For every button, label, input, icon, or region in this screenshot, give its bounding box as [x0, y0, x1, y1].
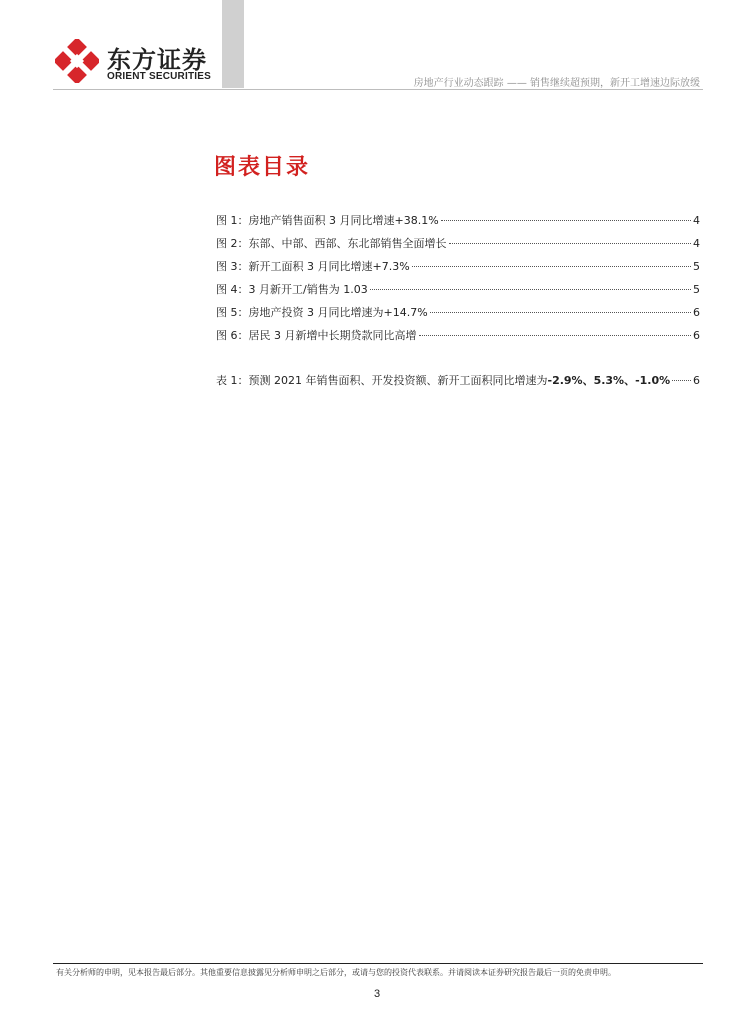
footer-disclaimer: 有关分析师的申明，见本报告最后部分。其他重要信息披露见分析师申明之后部分，或请与您的投资代表联系。并请阅读本证券研究报告最后一页的免责申明。	[56, 968, 616, 977]
toc-entry-page: 4	[693, 214, 700, 227]
page-number: 3	[373, 988, 381, 1000]
header-accent-bar	[222, 0, 244, 88]
header-divider	[53, 89, 703, 90]
logo-name-en: ORIENT SECURITIES	[107, 71, 211, 82]
toc-entry-figure-5[interactable]	[216, 304, 700, 327]
toc-entry-title: 东部、中部、西部、东北部销售全面增长	[248, 237, 447, 250]
toc-entry-figure-6[interactable]	[216, 327, 700, 350]
toc-heading: 图表目录	[214, 155, 311, 180]
toc-leader-dots	[412, 266, 691, 267]
report-title: 房地产行业动态跟踪 —— 销售继续超预期，新开工增速边际放缓	[413, 78, 700, 89]
toc-entry-table-1[interactable]	[216, 372, 700, 395]
toc-entry-label: 图 3：	[216, 260, 249, 273]
toc-entry-page: 5	[693, 260, 700, 273]
toc-entry-label: 表 1：	[216, 374, 249, 387]
toc-leader-dots	[419, 335, 692, 336]
toc-entry-figure-2[interactable]	[216, 235, 700, 258]
toc-leader-dots	[441, 220, 691, 221]
toc-entry-label: 图 2：	[216, 237, 249, 250]
toc-entry-figure-4[interactable]	[216, 281, 700, 304]
toc-leader-dots	[370, 289, 691, 290]
toc-leader-dots	[430, 312, 691, 313]
toc-entry-title-text: 预测 2021 年销售面积、开发投资额、新开工面积同比增速为	[248, 374, 548, 387]
toc-leader-dots	[672, 380, 691, 381]
orient-logo-icon	[55, 39, 99, 83]
toc-entry-title: 房地产销售面积 3 月同比增速+38.1%	[248, 214, 439, 227]
toc-entry-figure-1[interactable]	[216, 212, 700, 235]
toc-entry-figure-3[interactable]	[216, 258, 700, 281]
toc-entry-label: 图 6：	[216, 329, 249, 342]
toc-entry-page: 6	[693, 329, 700, 342]
toc-entry-page: 4	[693, 237, 700, 250]
toc-list	[216, 212, 700, 395]
toc-entry-page: 6	[693, 306, 700, 319]
toc-entry-label: 图 1：	[216, 214, 249, 227]
toc-entry-title: 居民 3 月新增中长期贷款同比高增	[248, 329, 417, 342]
toc-entry-title: 新开工面积 3 月同比增速+7.3%	[248, 260, 410, 273]
toc-entry-title: 房地产投资 3 月同比增速为+14.7%	[248, 306, 428, 319]
footer-divider	[53, 963, 703, 964]
toc-entry-title: 3 月新开工/销售为 1.03	[248, 283, 368, 296]
company-logo	[55, 39, 225, 89]
toc-entry-page: 6	[693, 374, 700, 387]
logo-name-cn: 东方证券	[107, 46, 207, 74]
toc-entry-page: 5	[693, 283, 700, 296]
toc-entry-label: 图 5：	[216, 306, 249, 319]
toc-entry-title	[249, 372, 671, 388]
toc-entry-title-bold: -2.9%、5.3%、-1.0%	[547, 374, 671, 387]
toc-leader-dots	[449, 243, 692, 244]
toc-entry-label: 图 4：	[216, 283, 249, 296]
toc-spacer	[216, 350, 700, 372]
